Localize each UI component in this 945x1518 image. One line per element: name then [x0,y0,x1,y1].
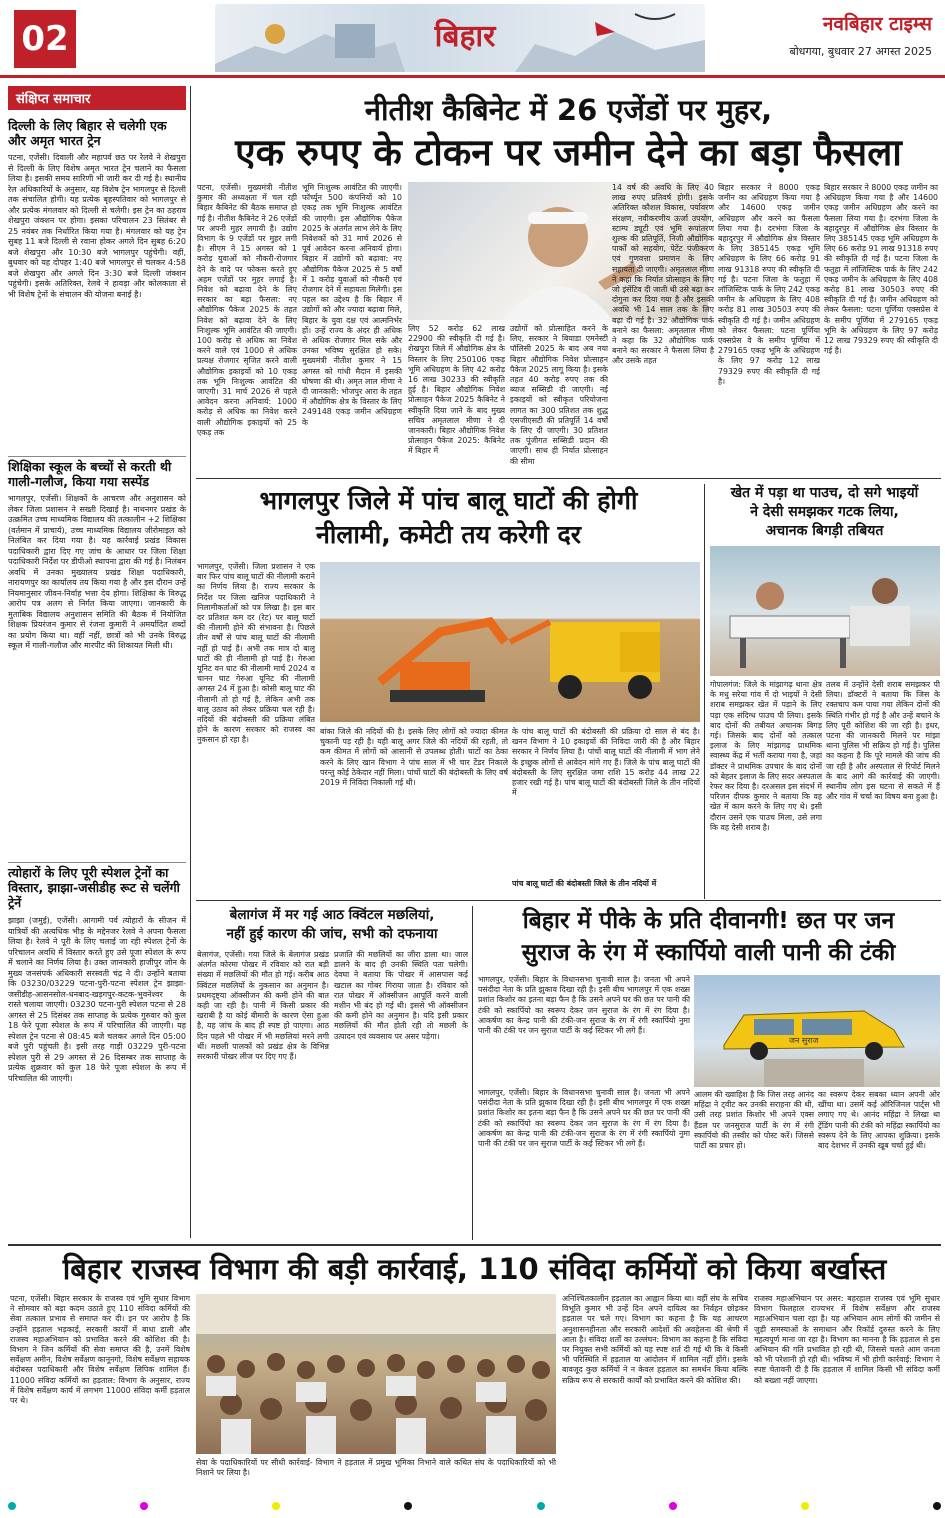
pouch-headline-3: अचानक बिगड़ी तबियत [765,523,884,539]
brief-body-2: भागलपुर, एजेंसी। शिक्षकों के आचरण और अनुशासन को लेकर जिला प्रशासन ने सख्ती दिखाई है। नाथनगर प्रखंड के उत्क्रमित उच्च माध्यमिक विद्यालय की तत्कालीन +2 शिक्षिका (वर्तमान में प्राचार्य), उच्च माध्यमिक विद्यालय जीरोमाइल को निलंबित कर दिया गया है। यह कार्रवाई प्रखंड विकास पदाधिकारी द्वारा दिए गए जांच के आधार पर जिला शिक्षा पदाधिकारी निर्देश पर डीपीओ स्थापना द्वारा की गई है। निलंबन अवधि में उनका मुख्यालय प्रखंड शिक्षा पदाधिकारी, नारायणपुर का कार्यालय तय किया गया है और इस दौरान उन्हें नियमानुसार जीवन-निर्वाह भत्ता देय होगा। शिक्षिका के विरुद्ध आरोप पत्र अलग से निर्गत किया जाएगा। जानकारी के मुताबिक विद्यालय अनुशासन समिति की बैठक में नियोजित शिक्षक प्रियरंजन कुमार से रंजना कुमारी ने अमर्यादित शब्दों का प्रयोग किया था। वहीं नहीं, छात्रों को भी उनके विरुद्ध स्कूल में गाली-गलौज और मारपीट की शिकायत मिली थी। [8,494,186,650]
revenue-col-2: अनिश्चितकालीन हड़ताल का आह्वान किया था। वहीं संघ के सचिव विभूति कुमार भी उन्हें दिन अपने दायित्व का निर्वहन छोड़कर हड़ताल पर चले गए। विभाग का कहना है कि यह आचरण अनुशासनहीनता और सरकारी आदेशों की अवहेलना की श्रेणी में आता है। संविदा शर्तों का उल्लंघन: विभाग का कहना है कि संविदा पर नियुक्त सभी कर्मियों को यह स्पष्ट शर्त दी गई थी कि वे किसी भी परिस्थिति में हड़ताल या आंदोलन में शामिल नहीं होंगे। इसके बावजूद कुछ कर्मियों ने न केवल हड़ताल का समर्थन किया बल्कि सक्रिय रूप से सरकारी कार्यों को प्रभावित करने की कोशिश की। [562,1294,748,1385]
car-tank-icon [694,975,940,1087]
tank-label: जन सुराज [789,1036,819,1045]
hospital-photo [710,546,940,676]
cyan-dot-icon [8,1502,16,1510]
sand-col-3: के पांच बालू घाटों की बंदोबस्ती की प्रक्रिया दो साल से बंद है। खनन विभाग ने 10 इकाइयों की निविदा जारी की है और बिहार सरकार ने निर्णय लिया है। पांचों बालू घाटों की नीलामी में भाग लेने के इच्छुक लोगों से आवेदन मांगे गए हैं। जिले के पांच बालू घाटों की बंदोबस्ती के लिए सुरक्षित जमा राशि 15 करोड़ 44 लाख 22 हजार रखी गई है। पांच बालू घाटों की बंदोबस्ती जिले के तीन नदियों में [512,727,700,798]
divider [196,478,941,479]
brief-section-title: संक्षिप्त समाचार [8,86,186,110]
lead-col-4: उद्योगों को प्रोत्साहित करने के लिए, सरकार ने बियाडा एमनेस्टी पॉलिसी 2025 के बाद अब नया बिहार औद्योगिक निवेश प्रोत्साहन पैकेज 2025 लागू किया है। इसके तहत 40 करोड़ रुपए तक की ब्याज सब्सिडी दी जाएगी। नई इकाइयों को स्वीकृत परियोजना लागत का 300 प्रतिशत तक शुद्ध एसजीएसटी की प्रतिपूर्ति 14 वर्षों के लिए दी जाएगी। 30 प्रतिशत तक पूंजीगत सब्सिडी प्रदान की जाएगी। साथ ही निर्यात प्रोत्साहन की सीमा [510,324,608,466]
magenta-dot-icon [669,1502,677,1510]
yellow-dot-icon [801,1502,809,1510]
fish-col-1: बेलागंज, एजेंसी। गया जिले के बेलागंज प्रखंड अंतर्गत कोरमा पोखर में रविवार को रात बड़ी संख्या में मछलियों की मौत हो गई। करीब आठ क्विंटल मछलियों के नुकसान का अनुमान है। प्रथमदृष्ट्या ऑक्सीजन की कमी होने की बात कही जा रही है। पानी में किसी प्रकार की खराबी है या कोई बीमारी के कारण ऐसा हुआ है, यह जांच के बाद ही स्पष्ट हो पाएगा। आठ दिन पहले भी पोखर में भी मछलियां मरने लगी थीं। मछली पालकों को प्रखंड क्षेत्र के विभिन्न सरकारी पोखर लीज पर दिए गए हैं। [197,950,329,1062]
lead-col-5: 14 वर्ष की अवधि के लिए 40 लाख रुपए प्रतिवर्ष होगी। इसके अतिरिक्त कौशल विकास, पर्यावरण संरक्षण, नवीकरणीय ऊर्जा उपयोग, स्टाम्प ड्यूटी एवं भूमि रूपांतरण शुल्क की प्रतिपूर्ति, निजी औद्योगिक पार्कों को सहयोग, पेटेंट पंजीकरण एवं गुणवत्ता प्रमाणन के लिए सहायता दी जाएगी। अमृतलाल मीणा ने कहा कि निर्यात प्रोत्साहन के लिए जो इंसेंटिव दी जाती थी उसे बढ़ा कर दोगुना कर दिया गया है और इसकी अवधि भी 14 साल तक के लिए बढ़ा दी गई है। 32 औद्योगिक पार्क बनाने का फैसला: अमृतलाल मीणा ने कहा कि 32 औद्योगिक पार्क बनाने का सरकार ने फैसला लिया है और उसके तहत [612,183,714,366]
brief-headline-2: शिक्षिका स्कूल के बच्चों से करती थी गाली-गलौज, किया गया सस्पेंड [8,459,172,489]
pouch-headline-2: ने देसी समझकर गटक लिया, [750,504,899,520]
sand-col-2: बांका जिले की नदियों की है। इसके लिए लोगों को ज्यादा कीमत चुकानी पड़ रही है। यही बालू अगर जिले की नदियों की रहती, तो कम कीमत में लोगों को आसानी से उपलब्ध होती। घाटों का ठेका करने के लिए खान विभाग ने पांच साल में भी चार टेंडर निकाले परन्तु कोई ठेकेदार नहीं मिला। पांचों घाटों की बंदोबस्ती के लिए वर्ष 2019 में निविदा निकाली गई थी। [320,727,508,788]
fish-headline-2: नहीं हुई कारण की जांच, सभी को दफनाया [226,926,438,942]
sand-headline-2: नीलामी, कमेटी तय करेगी दर [316,520,581,549]
sand-col-1: भागलपुर, एजेंसी। जिला प्रशासन ने एक बार फिर पांच बालू घाटों की नीलामी कराने का निर्णय लिया है। राज्य सरकार के निर्देश पर जिला खनिज पदाधिकारी ने निलामीकर्ताओं को पत्र लिखा है। इस बार दर प्रतिशत कम दर (रेट) पर बालू घाटों की नीलामी होने की संभावना है। पिछले तीन वर्षों से पांच बालू घाटों की नीलामी नहीं हो पाई है। अभी तक मात्र दो बालू घाटों की ही नीलामी हो पाई है। गेरुआ यूनिट वन घाट की नीलामी मार्च 2024 व चानन घाट गेरुआ यूनिट की नीलामी अगस्त 24 में हुआ है। कोसी बालू घाट की नीलामी तो हो गई है, लेकिन अभी तक बालू उठाव को लेकर प्रक्रिया चल रही है। नदियों की बंदोबस्ती की प्रक्रिया लंबित होने के कारण सरकार को राजस्व का नुकसान हो रहा है। [197,562,315,745]
fish-col-2: प्रजाति की मछलियों का जीरा डाला था। जाल डालने के बाद ही उनकी स्थिति पता चलेगी। देवघा ने बताया कि पोखर में आसपास कई खटाल का गोबर गिराया जाता है। रविवार को रात पोखर में ऑक्सीजन आपूर्ति करने वाली मशीन भी बंद हो गई थी। इससे भी ऑक्सीजन की कमी होने का अनुमान है। यदि इसी प्रकार मछलियों की मौत होती रही तो मछली के उत्पादन एवं व्यवसाय पर असर पड़ेगा। [334,950,468,1041]
pouch-headline-1: खेत में पड़ा था पाउच, दो सगे भाइयों [730,485,919,501]
cyan-dot-icon [537,1502,545,1510]
sand-headline-1: भागलपुर जिले में पांच बालू घाटों की होगी [259,486,638,515]
column-divider [704,484,705,899]
brief-body-1: पटना, एजेंसी। दिवाली और महापर्व छठ पर रेलवे ने शेखपुरा से दिल्ली के लिए विशेष अमृत भारत ट्रेन चलाने का फैसला लिया है। इसकी समय सारिणी भी जारी कर दी गई है। स्थानीय रेल अधिकारियों के अनुसार, यह विशेष ट्रेन भागलपुर से दिल्ली तक संचालित होगी। यह प्रत्येक बृहस्पतिवार को भागलपुर से और प्रत्येक मंगलवार को दिल्ली से चलेगी। इस ट्रेन का ठहराव शेखपुरा जंक्शन पर होगा। इसका परिचालन 23 सितंबर से 25 नवंबर तक निर्धारित किया गया है। मंगलवार को यह ट्रेन सुबह 11 बजे दिल्ली से रवाना होकर अगले दिन सुबह 6:20 बजे शेखपुरा और 10:30 बजे भागलपुर पहुंचेगी। वहीं, बुधवार को यह दोपहर 1:40 बजे भागलपुर से चलकर 4:58 बजे शेखपुरा और अगले दिन 3:30 बजे दिल्ली जंक्शन पहुंचेगी। इसके अतिरिक्त, रेलवे ने हावड़ा और कोलकाता से भी विशेष ट्रेनों के संचालन की योजना बनाई है। [8,153,186,299]
pk-col-1: भागलपुर, एजेंसी। बिहार के विधानसभा चुनावी साल है। जनता भी अपने पसंदीदा नेता के प्रति झुकाव दिखा रही है। इसी बीच भागलपुर में एक शख्स प्रशांत किशोर का इतना बड़ा फैन है कि उसने अपने घर की छत पर पानी की टंकी को स्कार्पियो का स्वरूप देकर जन सुराज के रंग में रंग दिया है। आकर्षण का केन्द्र पानी की टंकी-जन सुराज के रंग में रंगी स्कार्पियो नुमा पानी की टंकी पर जन सुराज पार्टी के कई स्टिकर भी लगे हैं। [478,975,690,1036]
registration-marks [8,1502,941,1512]
pouch-col-1: गोपालगंज: जिले के मांझागढ़ थाना क्षेत्र के मधु सरेया गांव में दो भाइयों ने देसी शराब समझकर खेत में पड़ाने के लिए पड़ा एक संदिग्ध पाउच पी लिया। इसके बाद दोनों की तबीयत अचानक बिगड़ गई। जिसके बाद दोनों को तत्काल इलाज के लिए मांझागढ़ प्राथमिक स्वास्थ्य केंद्र में भर्ती कराया गया है, जहां डॉक्टर ने प्राथमिक उपचार के बाद दोनों को बेहतर इलाज के लिए सदर अस्पताल रेफर कर दिया है। दरअसल इस संदर्भ में परिजन दीपक कुमार ने बताया कि वह खेत में काम करने के लिए गए थे। इसी दौरान उसने एक पाउच मिला, उसे लगा कि वह देसी शराब है। [710,680,822,832]
scorpio-tank-photo [694,975,940,1087]
black-dot-icon [404,1502,412,1510]
brief-body-3: झाझा (जमुई), एजेंसी। आगामी पर्व त्योहारों के सीजन में यात्रियों की अत्यधिक भीड़ के मद्देनजर रेलवे ने अपना फैसला लिया है। रेलवे ने पूरी के लिए चलाई जा रही स्पेशल ट्रेनों के परिचालन अवधि में विस्तार करते हुए उसे पूजा स्पेशल के रूप में चलाने का निर्णय लिया है। उक्त जानकारी हाजीपुर जोन के मुख्य जनसंपर्क अधिकारी सरस्वती चंद्र ने दी। उन्होंने बताया कि 03230/03229 पटना-पुरी-पटना स्पेशल ट्रेन झाझा-जसीडीह-आसनसोल-धनबाद-खड़गपुर-कटक-भुवनेश्वर के रास्ते चलाया जाएगी। 03230 पटना-पुरी स्पेशल पटना से 28 अगस्त से 25 दिसंबर तक साप्ताह के प्रत्येक गुरुवार को कुल 18 फेरे पूजा स्पेशल के रूप में परिचालित की जाएगी। यह स्पेशल ट्रेन पटना से 08:45 बजे चलकर अगले दिन 05:00 बजे पुरी पहुंचती है। इसी तरह गाड़ी 03229 पुरी-पटना स्पेशल पुरी से 29 अगस्त से 26 दिसम्बर तक साप्ताह के प्रत्येक शुक्रवार को कुल 18 फेरे पूजा स्पेशल के रूप में परिचालित की जाएगी। [8,916,186,1083]
newspaper-name: नवबिहार टाइम्स [822,13,932,35]
divider [8,862,186,863]
pk-headline-2: सुराज के रंग में स्कार्पियो वाली पानी की टंकी [521,940,896,966]
hospital-bed-icon [710,546,940,676]
page-number: 02 [14,10,76,68]
sand-photo-caption: पांच बालू घाटों की बंदोबस्ती जिले के तीन नदियों में [512,879,657,888]
brief-headline-3: त्योहारों के लिए पूरी स्पेशल ट्रेनों का विस्तार, झाझा-जसीडीह रूट से चलेंगी ट्रेनें [8,865,180,910]
pk-col-2: आलम की ख्वाहिश है कि जिस तरह आनंद महिंद्रा ने ट्वीट कर उनकी सराहना की थी, उसी तरह प्रशांत किशोर भी अपने एक्स हैंडल पर जनसुराज पार्टी के रंग में रंगी स्कार्पियो की तस्वीर को पोस्ट करें। जिससे पार्टी का प्रचार हो। [694,1090,814,1151]
pk-col-3: का स्वरूप देकर सबका ध्यान अपनी ओर खींचा था। उसमें कई ऑरिजिनल पार्ट्स भी लगाए गए थे। आनंद महिंद्रा ने लिखा था ट्रेंडिंग पानी की टंकी को महिंद्रा स्कार्पियो का स्वरूप देने के लिए आपका शुक्रिया। इसके बाद देशभर में उनकी खूब चर्चा हुई थी। [818,1090,940,1151]
fish-headline-1: बेलागंज में मर गई आठ क्विंटल मछलियां, [229,907,435,923]
column-divider [190,86,191,1238]
black-dot-icon [933,1502,941,1510]
lead-col-2: भूमि निःशुल्क आवंटित की जाएगी। फॉर्च्यून 500 कंपनियों को 10 एकड़ तक भूमि निःशुल्क आवंटित की जाएगी। इस औद्योगिक पैकेज 2025 के अंतर्गत लाभ लेने के लिए निवेशकों को 31 मार्च 2026 से पूर्व आवेदन करना अनिवार्य होगा। बिहार में उद्योगों को बढ़ावा: नए औद्योगिक पैकेज 2025 से 5 वर्षों में 1 करोड़ युवाओं को नौकरी एवं रोजगार देने में सहायता मिलेगी। इस पहल का उद्देश्य है कि बिहार में उद्योगों को और ज्यादा बढ़ावा मिले, बिहार के युवा दक्ष एवं आत्मनिर्भर हों। उन्हें राज्य के अंदर ही अधिक से अधिक रोजगार मिल सके और उनका भविष्य सुरक्षित हो सके। मुख्यमंत्री नीतीश कुमार ने 15 अगस्त को गांधी मैदान में इसकी घोषणा की थी। अमृत लाल मीणा ने दी जानकारी: भोजपुर आरा के तहत में औद्योगिक क्षेत्र के विस्तार के लिए 249148 एकड़ जमीन अधिग्रहण के [302,183,402,427]
lead-col-6: बिहार सरकार ने 8000 एकड़ जमीन का अधिग्रहण किया गया है और 14600 एकड़ जमीन अधिग्रहण और करने का फैसला लिया गया है। दरभंगा जिला के बहादुरपुर में औद्योगिक क्षेत्र विस्तार के लिए 385145 एकड़ भूमि अधिग्रहण के लिए 66 करोड़ 91 लाख 91318 रुपए की स्वीकृति दी गई है। पटना जिला के फतुहा में लॉजिस्टिक पार्क के लिए 242 एकड़ जमीन के अधिग्रहण के लिए 408 करोड़ 81 लाख 30503 रुपए की स्वीकृति दी गई है। जमीन अधिग्रहण को लेकर फैसला: पटना पूर्णिया एक्सप्रेस वे के समीप पूर्णिया में 279165 एकड़ भूमि के अधिग्रहण के लिए 97 करोड़ 12 लाख 79329 रुपए की स्वीकृति दी गई है। [824,183,938,356]
lead-col-5b: बिहार सरकार ने 8000 एकड़ जमीन का अधिग्रहण किया गया है और 14600 एकड़ जमीन अधिग्रहण और करने का फैसला लिया गया है। दरभंगा जिला के बहादुरपुर में औद्योगिक क्षेत्र विस्तार के लिए 385145 एकड़ भूमि अधिग्रहण के लिए 66 करोड़ 91 लाख 91318 रुपए की स्वीकृति दी गई है। पटना जिला के फतुहा में लॉजिस्टिक पार्क के लिए 242 एकड़ जमीन के अधिग्रहण के लिए 408 करोड़ 81 लाख 30503 रुपए की स्वीकृति दी गई है। जमीन अधिग्रहण को लेकर फैसला: पटना पूर्णिया एक्सप्रेस वे के समीप पूर्णिया में 279165 एकड़ भूमि के अधिग्रहण के लिए 97 करोड़ 12 लाख 79329 रुपए की स्वीकृति दी गई है। [718,183,820,386]
brief-headline-1: दिल्ली के लिए बिहार से चलेगी एक और अमृत भारत ट्रेन [8,118,167,148]
pouch-col-2: तलब में उन्होंने देसी शराब समझकर पी लिया। डॉक्टरों ने बताया कि जिस के रक्तचाप कम पाया गया लेकिन दोनों की स्थिति गंभीर हो गई है और उन्हें बचाने के लिए पूरी कोशिश की जा रही है। इधर, पटना की जानकारी मिलने पर मांझा थाना पुलिस भी सक्रिय हो गई है। पुलिस का कहना है कि पूरे मामले की जांच की जा रही है और अस्पताल से रिपोर्ट मिलने के बाद आगे की कार्रवाई की जाएगी। स्थानीय लोग इस घटना से सकते में हैं और गांव में चर्चा का विषय बना हुआ है। [826,680,940,802]
pk-col-1b: भागलपुर, एजेंसी। बिहार के विधानसभा चुनावी साल है। जनता भी अपने पसंदीदा नेता के प्रति झुकाव दिखा रही है। इसी बीच भागलपुर में एक शख्स प्रशांत किशोर का इतना बड़ा फैन है कि उसने अपने घर की छत पर पानी की टंकी को स्कार्पियो का स्वरूप देकर जन सुराज के रंग में रंग दिया है। आकर्षण का केन्द्र पानी की टंकी-जन सुराज के रंग में रंगी स्कार्पियो नुमा पानी की टंकी पर जन सुराज पार्टी के कई स्टिकर भी लगे हैं। [478,1088,690,1149]
revenue-headline: बिहार राजस्व विभाग की बड़ी कार्रवाई, 110 संविदा कर्मियों को किया बर्खास्त [62,1252,887,1286]
excavator-truck-icon [320,562,700,722]
divider [8,1244,941,1246]
lead-headline: एक रुपए के टोकन पर जमीन देने का बड़ा फैसला [235,131,902,174]
divider [196,900,941,901]
edition-date: बोधगया, बुधवार 27 अगस्त 2025 [789,45,932,58]
divider [8,456,186,457]
lead-col-3: लिए 52 करोड़ 62 लाख 22900 की स्वीकृति दी गई है। शेखपुरा जिले में औद्योगिक क्षेत्र के विस्तार के लिए 250106 एकड़ भूमि अधिग्रहण के लिए 42 करोड़ 16 लाख 30233 की स्वीकृति हुई है। बिहार औद्योगिक निवेश प्रोत्साहन पैकेज 2025 कैबिनेट ने स्वीकृति दिया जाने के बाद मुख्य सचिव अमृतलाल मीणा ने दी जानकारी। बिहार औद्योगिक निवेश प्रोत्साहन पैकेज 2025: कैबिनेट में बिहार में [408,324,505,456]
revenue-col-3: राजस्व महाअभियान पर असर: बहरहाल राजस्व एवं भूमि सुधार विभाग फिलहाल राज्यभर में विशेष सर्वेक्षण और राजस्व महाअभियान चला रहा है। यह अभियान आम लोगों की जमीन से जुड़ी समस्याओं के समाधान और रिकॉर्ड दुरुस्त करने के लिए महत्वपूर्ण माना जा रहा है। विभाग का मानना है कि हड़ताल से इस अभियान की गति प्रभावित हो रही थी, जिससे चलते आम जनता को भी परेशानी हो रही थी। भविष्य में भी होगी कार्रवाई: विभाग ने स्पष्ट चेतावनी दी है कि हड़ताल में शामिल किसी भी संविदा कर्मी को बख्शा नहीं जाएगा। [754,1294,940,1385]
pk-headline-1: बिहार में पीके के प्रति दीवानगी! छत पर जन [522,908,895,934]
magenta-dot-icon [140,1502,148,1510]
lead-col-1: पटना, एजेंसी। मुख्यमंत्री नीतीश कुमार की अध्यक्षता में चल रही बिहार कैबिनेट की बैठक समाप्त हो गई है। नीतीश कैबिनेट ने 26 एजेंडों पर अपनी मुहर लगायी है। उद्योग विभाग के 9 एजेंडों पर मुहर लगी है। सीएम ने 15 अगस्त को 1 करोड़ युवाओं को नौकरी-रोजगार देने के वादे पर फोकस करते हुए अहम एजेंडों पर मुहर लगाई है। निवेश को बढ़ावा देने के लिए सरकार का बड़ा फैसला: नए औद्योगिक पैकेज 2025 के तहत निवेश को बढ़ावा देने के लिए निःशुल्क भूमि आवंटित की जाएगी। 100 करोड़ से अधिक का निवेश करने वाले एवं 1000 से अधिक प्रत्यक्ष रोजगार सृजित करने वाली औद्योगिक इकाइयों को 10 एकड़ तक भूमि निःशुल्क आवंटित की जाएगी। 31 मार्च 2026 से पहले आवेदन करना अनिवार्य: 1000 करोड़ से अधिक का निवेश करने वाली औद्योगिक इकाइयों को 25 एकड़ तक [197,183,297,437]
lead-kicker: नीतीश कैबिनेट में 26 एजेंडों पर मुहर, [364,93,773,127]
yellow-dot-icon [272,1502,280,1510]
sand-mining-photo [320,562,700,722]
revenue-col-1: पटना, एजेंसी। बिहार सरकार के राजस्व एवं भूमि सुधार विभाग ने सोमवार को बड़ा कदम उठाते हुए 110 संविदा कर्मियों की सेवा तत्काल प्रभाव से समाप्त कर दी। इन पर आरोप है कि उन्होंने हड़ताल भड़काई, सरकारी कार्यों में बाधा डाली और राजस्व महाअभियान को प्रभावित करने की कोशिश की है। विभाग ने जिन कर्मियों की सेवा समाप्त की है, उनमें विशेष सर्वेक्षण अमीन, विशेष सर्वेक्षण कानूनगो, विशेष सर्वेक्षण सहायक बंदोबस्त पदाधिकारी और विशेष सर्वेक्षण लिपिक शामिल हैं। 11000 संविदा कर्मियों का हड़ताल: विभाग के अनुसार, राज्य में विशेष सर्वेक्षण कार्य में लगभग 11000 संविदा कर्मी हड़ताल पर थे। [10,1294,190,1406]
section-title: बिहार [434,19,496,54]
protest-photo [196,1294,556,1454]
revenue-photo-caption: सेवा के पदाधिकारियों पर सीधी कार्रवाई- विभाग ने हड़ताल में प्रमुख भूमिका निभाने वाले कथित संघ के पदाधिकारियों को भी निशाने पर लिया है। [196,1458,556,1478]
crowd-icon [196,1294,556,1454]
page-header [0,0,945,78]
column-divider [472,906,473,1240]
